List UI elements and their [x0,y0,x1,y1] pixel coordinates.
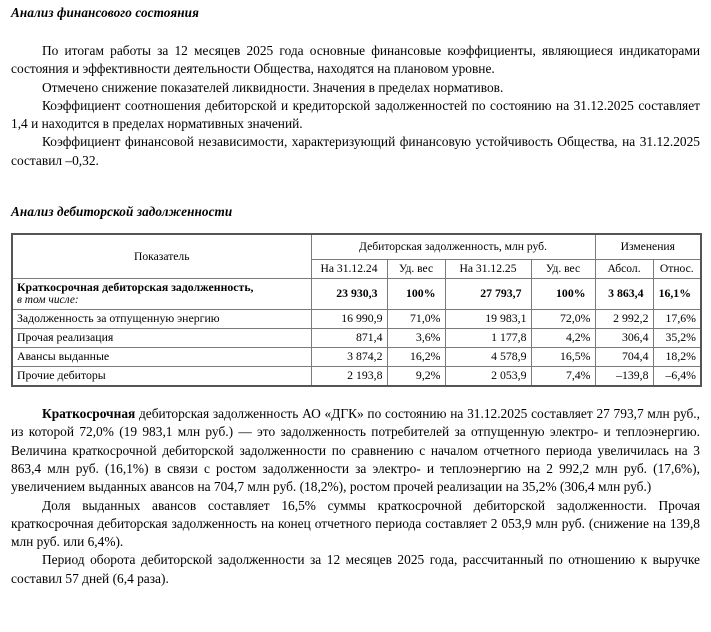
header-sub-absolute: Абсол. [595,260,653,279]
row-value: 71,0% [387,310,445,329]
row-label-line2: в том числе: [17,294,79,307]
table-row [12,348,701,367]
header-group-receivables: Дебиторская задолженность, млн руб. [311,234,595,260]
row-value: 4,2% [531,329,595,348]
row-value: 27 793,7 [445,279,531,310]
paragraph-rest: дебиторская задолженность АО «ДГК» по состоянию на 31.12.2025 составляет 27 793,7 млн руб., из которой 72,0% (19 983,1 млн руб.) — это задолженность потребителей за отпущенную электро- и теплоэнергию. Величина краткосрочной дебиторской задолженности по сравнению с началом отчетного периода увеличилась на 3 863,4 млн руб. (16,1%) в связи с ростом задолженности за электро- и теплоэнергию на 2 992,2 млн руб. (17,6%), увеличением выданных авансов на 704,7 млн руб. (18,2%), ростом прочей реализации на 35,2% (306,4 млн руб.) [11,406,700,495]
row-value: 100% [531,279,595,310]
paragraph-financial-2: Отмечено снижение показателей ликвидности. Значения в пределах нормативов. [42,79,504,95]
table-row [12,310,701,329]
table-head [12,234,701,279]
row-label-cell: Авансы выданные [12,348,311,367]
row-value: 2 992,2 [595,310,653,329]
row-value: 72,0% [531,310,595,329]
row-value: 9,2% [387,367,445,387]
paragraph-lead-word: Краткосрочная [42,406,136,422]
table-row [12,367,701,387]
row-value: 2 053,9 [445,367,531,387]
row-value: 3 863,4 [595,279,653,310]
receivables-table-container [0,233,711,387]
heading-receivables-analysis: Анализ дебиторской задолженности [11,204,233,220]
table-header-row-1 [12,234,701,260]
paragraph-financial-3: Коэффициент соотношения дебиторской и кредиторской задолженностей по состоянию на 31.12.2025 составляет 1,4 и находится в пределах нормативных значений. [11,97,700,132]
row-value: 871,4 [311,329,387,348]
row-value: 16,2% [387,348,445,367]
row-value: 3 874,2 [311,348,387,367]
header-group-changes: Изменения [595,234,701,260]
row-label-line1: Краткосрочная дебиторская задолженность, [17,279,254,294]
row-value: 17,6% [653,310,701,329]
paragraph-financial-4: Коэффициент финансовой независимости, характеризующий финансовую устойчивость Общества, на 31.12.2025 составил –0,32. [11,134,700,168]
row-value: –6,4% [653,367,701,387]
spacer [0,387,711,400]
section-receivables-text [0,400,711,588]
row-value: 19 983,1 [445,310,531,329]
header-sub-relative: Относ. [653,260,701,279]
header-sub-date-2024: На 31.12.24 [311,260,387,279]
row-value: –139,8 [595,367,653,387]
heading-financial-analysis: Анализ финансового состояния [11,5,199,20]
row-value: 3,6% [387,329,445,348]
row-value: 704,4 [595,348,653,367]
paragraph-receivables-2: Доля выданных авансов составляет 16,5% суммы краткосрочной дебиторской задолженности. Прочая краткосрочная дебиторская задолженность на конец отчетного периода составляет 2 053,9 млн руб. (снижение на 139,8 млн руб. или 6,4%). [11,497,700,550]
section-financial-analysis [0,0,711,219]
table-row [12,329,701,348]
spacer [11,20,700,42]
row-value: 100% [387,279,445,310]
spacer [11,192,700,204]
row-value: 7,4% [531,367,595,387]
row-value: 4 578,9 [445,348,531,367]
spacer [11,170,700,192]
header-sub-share-2025: Уд. вес [531,260,595,279]
row-value: 1 177,8 [445,329,531,348]
header-sub-share-2024: Уд. вес [387,260,445,279]
row-value: 35,2% [653,329,701,348]
row-value: 18,2% [653,348,701,367]
row-value: 16,5% [531,348,595,367]
table-body [12,279,701,387]
row-label-cell [12,279,311,310]
row-value: 2 193,8 [311,367,387,387]
paragraph-receivables-3: Период оборота дебиторской задолженности за 12 месяцев 2025 года, рассчитанный по отношению к выручке составил 57 дней (6,4 раза). [11,552,700,586]
row-label-cell: Задолженность за отпущенную энергию [12,310,311,329]
paragraph-receivables-1 [11,405,700,496]
row-value: 23 930,3 [311,279,387,310]
header-sub-date-2025: На 31.12.25 [445,260,531,279]
receivables-table [11,233,702,387]
row-value: 16,1% [653,279,701,310]
row-label-cell: Прочие дебиторы [12,367,311,387]
header-indicator: Показатель [12,234,311,279]
paragraph-financial-1: По итогам работы за 12 месяцев 2025 года основные финансовые коэффициенты, являющиеся индикаторами состояния и эффективности деятельности Общества, находятся на плановом уровне. [11,43,700,77]
row-value: 16 990,9 [311,310,387,329]
spacer [0,219,711,233]
table-row [12,279,701,310]
row-label-cell: Прочая реализация [12,329,311,348]
row-value: 306,4 [595,329,653,348]
